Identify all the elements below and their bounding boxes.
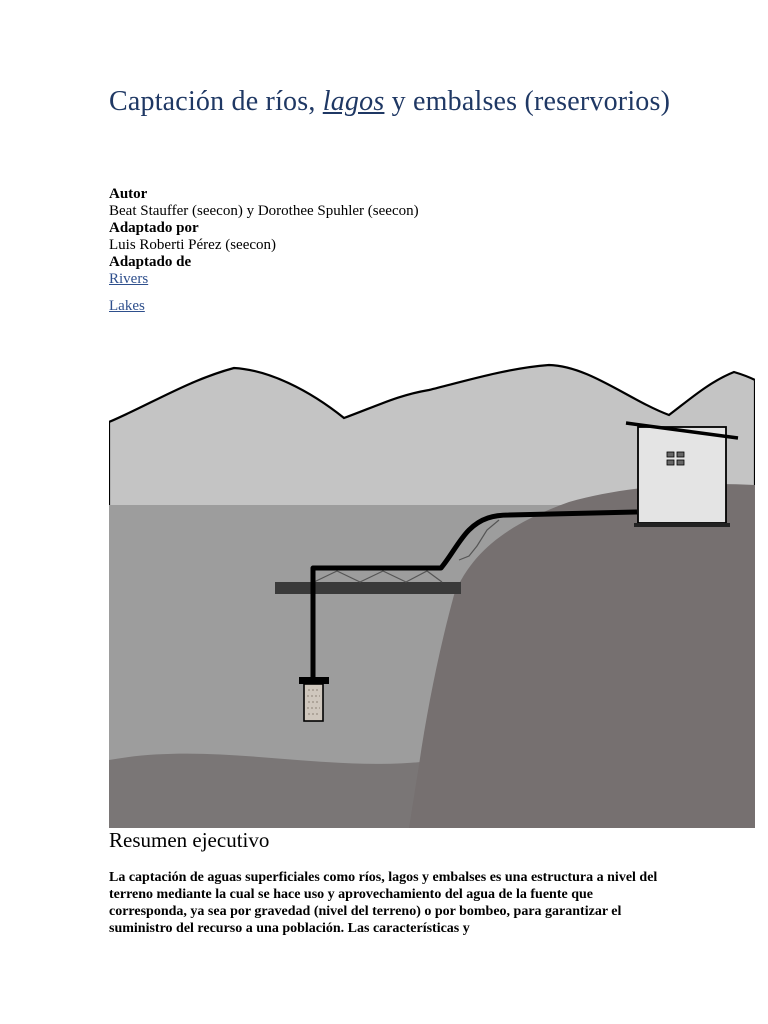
lake-intake-illustration (109, 360, 755, 828)
document-metadata (109, 186, 419, 315)
adapted-by-label: Adaptado por (109, 220, 199, 236)
adapted-from-label: Adaptado de (109, 254, 192, 270)
lakes-link[interactable]: Lakes (109, 298, 145, 314)
adapted-by-name: Luis Roberti Pérez (seecon) (109, 237, 277, 253)
title-link-lagos[interactable]: lagos (322, 86, 385, 117)
document-title (109, 84, 729, 119)
title-text-1: Captación de ríos, (109, 86, 323, 117)
summary-paragraph: La captación de aguas superficiales como ríos, lagos y embalses es una estructura a nivel del terreno mediante la cual se hace uso y aprovechamiento del agua de la fuente que corresponda, ya sea por gravedad (nivel del terreno) o por bombeo, para garantizar el suministro del recurso a una población. Las características y (109, 870, 658, 936)
author-names: Beat Stauffer (seecon) y Dorothee Spuhler (seecon) (109, 203, 419, 219)
pump-house (638, 427, 726, 523)
section-heading: Resumen ejecutivo (109, 828, 270, 852)
rivers-link[interactable]: Rivers (109, 271, 149, 287)
title-text-2: y embalses (reservorios) (384, 86, 671, 117)
intake-cap (299, 677, 329, 684)
pier (275, 582, 461, 594)
author-label: Autor (109, 186, 148, 202)
